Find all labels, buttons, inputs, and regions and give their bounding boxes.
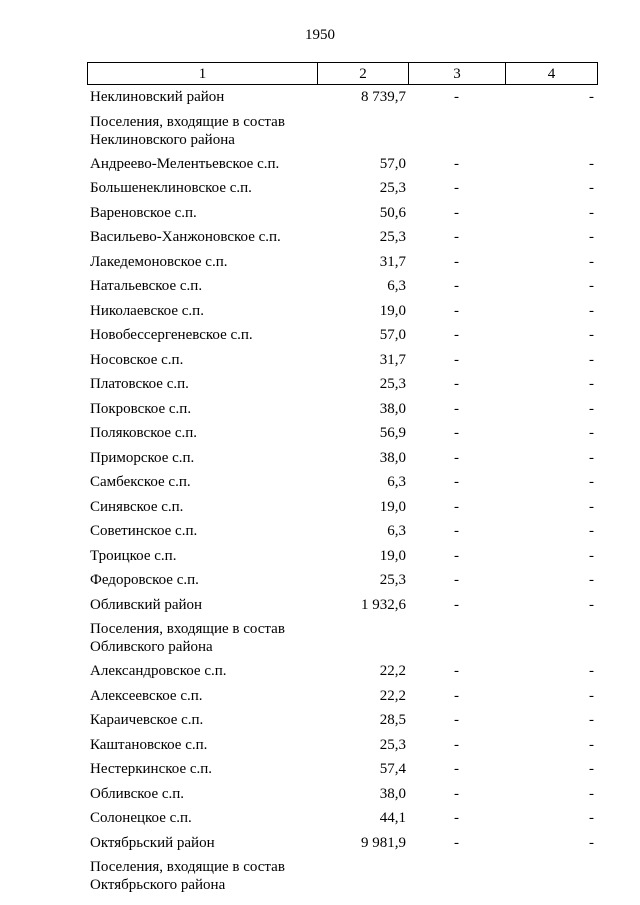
row-col2-cell: 9 981,9 bbox=[361, 834, 406, 851]
row-col3-cell: - bbox=[454, 155, 459, 172]
table-row bbox=[87, 226, 597, 251]
row-col4-cell: - bbox=[589, 834, 594, 851]
table-row bbox=[87, 275, 597, 300]
row-col2-cell: 19,0 bbox=[379, 302, 406, 319]
row-col4-cell: - bbox=[589, 327, 594, 343]
table-row bbox=[87, 832, 597, 857]
table-row bbox=[87, 373, 597, 398]
row-col4-cell: - bbox=[589, 278, 594, 294]
row-col2-cell: 44,1 bbox=[379, 810, 406, 826]
table-row bbox=[87, 496, 597, 521]
row-name-cell: Андреево-Мелентьевское с.п. bbox=[90, 155, 280, 172]
row-col3-cell: - bbox=[454, 229, 459, 245]
row-name-cell: Николаевское с.п. bbox=[90, 302, 204, 319]
row-name-cell: Поселения, входящие в состав Обливского района bbox=[90, 621, 285, 655]
row-col2-cell: 28,5 bbox=[379, 712, 406, 728]
row-col4-cell: - bbox=[589, 302, 594, 319]
row-col4-cell: - bbox=[589, 687, 594, 704]
row-col2-cell: 6,3 bbox=[387, 278, 406, 294]
row-name-cell: Поселения, входящие в состав Неклиновского района bbox=[90, 113, 285, 148]
row-name-cell: Синявское с.п. bbox=[90, 498, 184, 515]
row-col2-cell: 38,0 bbox=[379, 449, 406, 466]
table-row bbox=[87, 594, 597, 619]
header-col-4: 4 bbox=[506, 63, 598, 85]
row-col4-cell: - bbox=[589, 425, 594, 441]
table-row bbox=[87, 807, 597, 832]
table-row bbox=[87, 569, 597, 594]
row-col3-cell: - bbox=[454, 596, 459, 613]
row-name-cell: Большенеклиновское с.п. bbox=[90, 180, 252, 196]
row-col4-cell: - bbox=[589, 498, 594, 515]
row-name-cell: Федоровское с.п. bbox=[90, 572, 199, 588]
row-name-cell: Советинское с.п. bbox=[90, 523, 198, 539]
table-row bbox=[87, 545, 597, 570]
table-row bbox=[87, 324, 597, 349]
row-col3-cell: - bbox=[454, 547, 459, 564]
row-col4-cell: - bbox=[589, 204, 594, 221]
table-row bbox=[87, 86, 597, 111]
header-col-2: 2 bbox=[318, 63, 409, 85]
row-col4-cell: - bbox=[589, 596, 594, 613]
row-col3-cell: - bbox=[454, 89, 459, 105]
row-col4-cell: - bbox=[589, 89, 594, 105]
row-name-cell: Васильево-Ханжоновское с.п. bbox=[90, 229, 281, 245]
row-col2-cell: 31,7 bbox=[379, 253, 406, 270]
row-col3-cell: - bbox=[454, 425, 459, 441]
row-name-cell: Алексеевское с.п. bbox=[90, 687, 203, 704]
row-col2-cell: 19,0 bbox=[379, 547, 406, 564]
row-col4-cell: - bbox=[589, 180, 594, 196]
section-header-row bbox=[87, 856, 597, 898]
row-col4-cell: - bbox=[589, 736, 594, 753]
row-col2-cell: 22,2 bbox=[379, 663, 406, 679]
row-col2-cell: 8 739,7 bbox=[361, 89, 406, 105]
row-col3-cell: - bbox=[454, 302, 459, 319]
row-col2-cell: 57,0 bbox=[379, 155, 406, 172]
row-col3-cell: - bbox=[454, 834, 459, 851]
row-col2-cell: 25,3 bbox=[379, 572, 406, 588]
row-col2-cell: 1 932,6 bbox=[361, 596, 406, 613]
row-col2-cell: 6,3 bbox=[387, 523, 406, 539]
row-col3-cell: - bbox=[454, 712, 459, 728]
row-name-cell: Натальевское с.п. bbox=[90, 278, 203, 294]
row-col3-cell: - bbox=[454, 663, 459, 679]
row-col3-cell: - bbox=[454, 810, 459, 826]
row-col2-cell: 56,9 bbox=[379, 425, 406, 441]
row-col2-cell: 38,0 bbox=[379, 785, 406, 802]
row-name-cell: Поляковское с.п. bbox=[90, 425, 197, 441]
table-row bbox=[87, 177, 597, 202]
row-name-cell: Носовское с.п. bbox=[90, 351, 184, 368]
row-col2-cell: 25,3 bbox=[379, 736, 406, 753]
row-col4-cell: - bbox=[589, 229, 594, 245]
table-row bbox=[87, 660, 597, 685]
row-col2-cell: 31,7 bbox=[379, 351, 406, 368]
row-col4-cell: - bbox=[589, 523, 594, 539]
row-col4-cell: - bbox=[589, 376, 594, 392]
row-col2-cell: 57,0 bbox=[379, 327, 406, 343]
page-number: 1950 bbox=[305, 27, 335, 43]
row-col2-cell: 38,0 bbox=[379, 400, 406, 417]
table-row bbox=[87, 153, 597, 178]
table-row bbox=[87, 251, 597, 276]
row-name-cell: Новобессергеневское с.п. bbox=[90, 327, 253, 343]
row-name-cell: Приморское с.п. bbox=[90, 449, 195, 466]
row-col4-cell: - bbox=[589, 400, 594, 417]
table-row bbox=[87, 471, 597, 496]
row-name-cell: Обливское с.п. bbox=[90, 785, 185, 802]
row-col4-cell: - bbox=[589, 253, 594, 270]
row-col2-cell: 22,2 bbox=[379, 687, 406, 704]
row-col2-cell: 25,3 bbox=[379, 376, 406, 392]
section-header-row bbox=[87, 618, 597, 660]
row-col2-cell: 25,3 bbox=[379, 180, 406, 196]
row-col3-cell: - bbox=[454, 785, 459, 802]
section-header-row bbox=[87, 111, 597, 153]
row-col2-cell: 6,3 bbox=[387, 474, 406, 490]
table-row bbox=[87, 709, 597, 734]
row-col3-cell: - bbox=[454, 400, 459, 417]
row-name-cell: Платовское с.п. bbox=[90, 376, 189, 392]
row-name-cell: Поселения, входящие в состав Октябрьского района bbox=[90, 859, 285, 893]
row-col4-cell: - bbox=[589, 761, 594, 777]
row-name-cell: Лакедемоновское с.п. bbox=[90, 253, 228, 270]
table-row bbox=[87, 422, 597, 447]
table-row bbox=[87, 734, 597, 759]
row-name-cell: Александровское с.п. bbox=[90, 663, 227, 679]
row-col3-cell: - bbox=[454, 572, 459, 588]
row-col4-cell: - bbox=[589, 663, 594, 679]
row-col3-cell: - bbox=[454, 376, 459, 392]
row-col3-cell: - bbox=[454, 180, 459, 196]
row-col4-cell: - bbox=[589, 712, 594, 728]
row-name-cell: Караичевское с.п. bbox=[90, 712, 204, 728]
table-header bbox=[87, 62, 598, 85]
row-col4-cell: - bbox=[589, 547, 594, 564]
row-col2-cell: 19,0 bbox=[379, 498, 406, 515]
header-col-1: 1 bbox=[88, 63, 318, 85]
row-col4-cell: - bbox=[589, 474, 594, 490]
table-row bbox=[87, 685, 597, 710]
row-name-cell: Солонецкое с.п. bbox=[90, 810, 192, 826]
row-col4-cell: - bbox=[589, 449, 594, 466]
table-row bbox=[87, 520, 597, 545]
table-row bbox=[87, 758, 597, 783]
row-name-cell: Троицкое с.п. bbox=[90, 547, 177, 564]
header-col-3: 3 bbox=[409, 63, 506, 85]
table-row bbox=[87, 349, 597, 374]
row-col3-cell: - bbox=[454, 204, 459, 221]
row-name-cell: Вареновское с.п. bbox=[90, 204, 197, 221]
row-col2-cell: 57,4 bbox=[379, 761, 406, 777]
row-col3-cell: - bbox=[454, 736, 459, 753]
row-col2-cell: 50,6 bbox=[379, 204, 406, 221]
row-name-cell: Покровское с.п. bbox=[90, 400, 192, 417]
row-col3-cell: - bbox=[454, 351, 459, 368]
row-name-cell: Неклиновский район bbox=[90, 89, 225, 105]
row-col3-cell: - bbox=[454, 523, 459, 539]
row-col2-cell: 25,3 bbox=[379, 229, 406, 245]
row-col3-cell: - bbox=[454, 498, 459, 515]
row-name-cell: Нестеркинское с.п. bbox=[90, 761, 213, 777]
table-row bbox=[87, 447, 597, 472]
row-col3-cell: - bbox=[454, 278, 459, 294]
row-name-cell: Каштановское с.п. bbox=[90, 736, 208, 753]
table-body bbox=[87, 86, 597, 898]
table-row bbox=[87, 783, 597, 808]
row-col3-cell: - bbox=[454, 761, 459, 777]
header-row bbox=[88, 63, 598, 85]
row-col4-cell: - bbox=[589, 785, 594, 802]
row-col3-cell: - bbox=[454, 474, 459, 490]
table-row bbox=[87, 300, 597, 325]
row-col4-cell: - bbox=[589, 351, 594, 368]
row-col3-cell: - bbox=[454, 687, 459, 704]
row-col3-cell: - bbox=[454, 449, 459, 466]
table-row bbox=[87, 202, 597, 227]
row-name-cell: Обливский район bbox=[90, 596, 203, 613]
row-col3-cell: - bbox=[454, 327, 459, 343]
table-row bbox=[87, 398, 597, 423]
row-col4-cell: - bbox=[589, 572, 594, 588]
row-name-cell: Самбекское с.п. bbox=[90, 474, 191, 490]
row-col4-cell: - bbox=[589, 155, 594, 172]
row-col4-cell: - bbox=[589, 810, 594, 826]
row-name-cell: Октябрьский район bbox=[90, 834, 215, 851]
row-col3-cell: - bbox=[454, 253, 459, 270]
